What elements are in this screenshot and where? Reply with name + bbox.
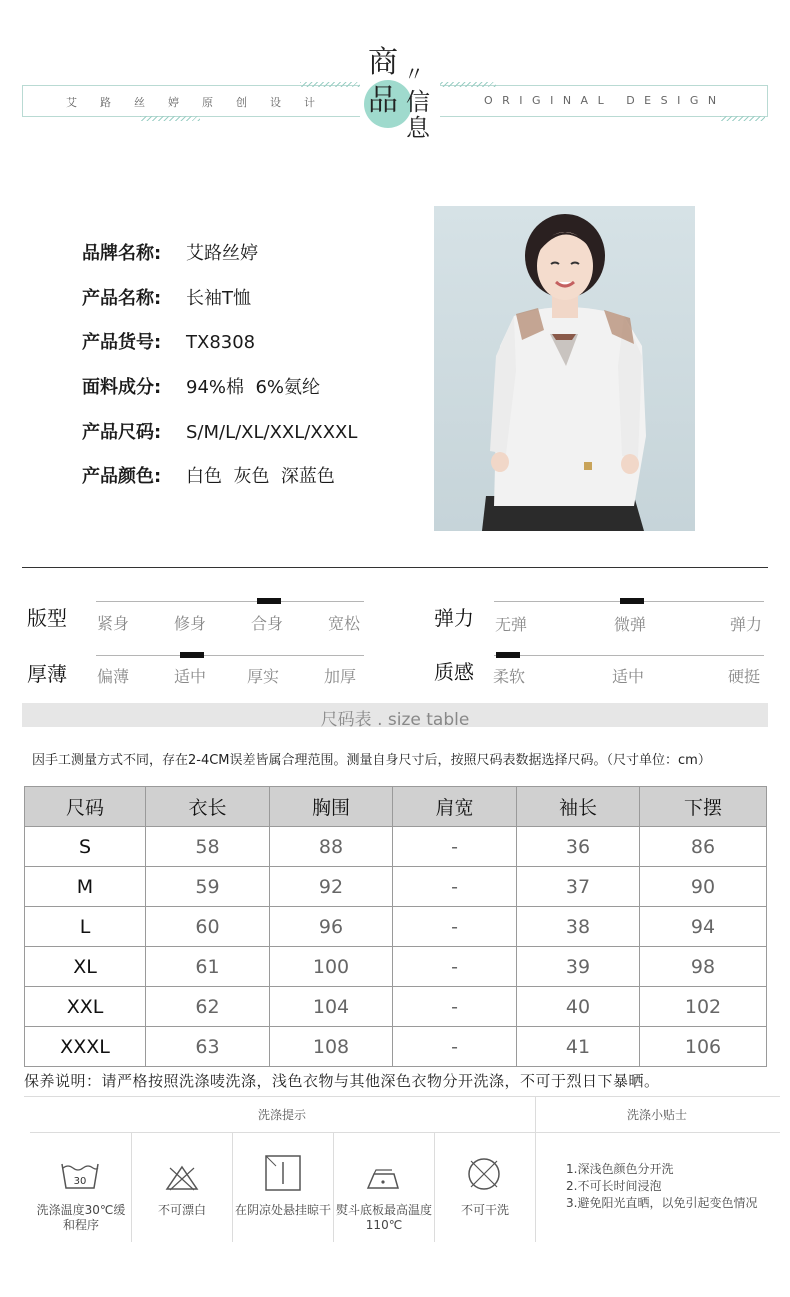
table-cell: 102 — [640, 987, 767, 1027]
column-header: 尺码 — [25, 787, 146, 827]
info-label: 品牌名称: — [82, 243, 162, 264]
info-label: 产品货号: — [82, 332, 162, 353]
fit-scale-line — [96, 601, 364, 602]
table-cell: - — [393, 827, 517, 867]
table-cell: 92 — [270, 867, 393, 907]
info-value: S/M/L/XL/XXL/XXXL — [186, 422, 358, 443]
wash-temp-text: 30 — [73, 1176, 87, 1187]
measurement-note: 因手工测量方式不同，存在2-4CM误差皆属合理范围。测量自身尺寸后，按照尺码表数据选择尺码。（尺寸单位：cm） — [32, 753, 711, 768]
texture-option: 硬挺 — [728, 667, 761, 686]
no-dry-clean-icon — [466, 1156, 502, 1192]
seal-char-mid: 品 — [368, 83, 398, 118]
divider — [24, 1096, 780, 1097]
elasticity-option: 微弹 — [614, 615, 647, 634]
table-cell: 37 — [517, 867, 640, 907]
thickness-scale-marker — [180, 652, 204, 658]
table-cell: 90 — [640, 867, 767, 907]
decor-hatch — [436, 82, 496, 87]
table-cell: - — [393, 907, 517, 947]
tip-item: 3.避免阳光直晒，以免引起变色情况 — [566, 1196, 758, 1210]
fit-scale-marker — [257, 598, 281, 604]
seal-char-right-1: 信 — [406, 88, 430, 116]
divider — [434, 1132, 435, 1242]
table-row — [25, 987, 767, 1027]
thickness-label: 厚薄 — [27, 662, 67, 686]
info-label: 产品名称: — [82, 288, 162, 309]
thickness-option: 厚实 — [247, 667, 280, 686]
seal-char-right-2: 息 — [406, 114, 430, 142]
section-divider — [22, 567, 768, 568]
table-cell: 60 — [146, 907, 270, 947]
elasticity-scale-marker — [620, 598, 644, 604]
wash-tips — [566, 1161, 757, 1212]
size-table-banner — [22, 703, 768, 730]
table-cell: 98 — [640, 947, 767, 987]
model-illustration — [434, 206, 695, 531]
column-header: 袖长 — [517, 787, 640, 827]
table-cell: 41 — [517, 1027, 640, 1067]
texture-scale-marker — [496, 652, 520, 658]
table-cell: 39 — [517, 947, 640, 987]
thickness-option: 加厚 — [324, 667, 357, 686]
table-cell: 96 — [270, 907, 393, 947]
divider — [535, 1096, 536, 1242]
wash-label: 不可干洗 — [460, 1203, 509, 1217]
wash-label: 在阴凉处悬挂晾干 — [234, 1203, 331, 1217]
column-header: 胸围 — [270, 787, 393, 827]
wash-label: 熨斗底板最高温度110℃ — [335, 1203, 432, 1232]
seal-quote: 〃 — [404, 62, 424, 86]
table-cell: 88 — [270, 827, 393, 867]
thickness-option: 偏薄 — [97, 667, 130, 686]
texture-option: 柔软 — [493, 667, 526, 686]
product-photo — [434, 206, 695, 531]
banner-en-title: ORIGINAL DESIGN — [484, 94, 726, 107]
thickness-scale-line — [96, 655, 364, 656]
info-product-name — [82, 284, 251, 310]
texture-label: 质感 — [434, 660, 474, 684]
table-cell: - — [393, 1027, 517, 1067]
size-table-title: 尺码表 . size table — [320, 710, 470, 730]
info-label: 面料成分: — [82, 377, 162, 398]
fit-option: 紧身 — [97, 614, 130, 633]
divider — [131, 1132, 132, 1242]
wash-label: 洗涤温度30℃缓和程序 — [36, 1203, 126, 1232]
column-header: 衣长 — [146, 787, 270, 827]
table-row — [25, 867, 767, 907]
dry-in-shade-icon — [264, 1154, 302, 1192]
seal-char-top: 商 — [368, 45, 398, 80]
banner-cn-title: 艾路丝婷原创设计 — [66, 96, 338, 109]
table-cell: XXXL — [25, 1027, 146, 1067]
table-row — [25, 827, 767, 867]
table-cell: 58 — [146, 827, 270, 867]
wash-header: 洗涤提示 — [258, 1108, 307, 1122]
decor-hatch — [300, 82, 360, 87]
table-cell: 104 — [270, 987, 393, 1027]
divider — [232, 1132, 233, 1242]
wash-30-icon — [60, 1160, 100, 1192]
table-cell: 108 — [270, 1027, 393, 1067]
table-cell: 94 — [640, 907, 767, 947]
info-item-number — [82, 328, 255, 354]
info-material — [82, 373, 320, 399]
elasticity-option: 无弹 — [495, 615, 528, 634]
elasticity-option: 弹力 — [730, 615, 763, 634]
table-cell: 59 — [146, 867, 270, 907]
care-instructions: 保养说明：请严格按照洗涤唛洗涤，浅色衣物与其他深色衣物分开洗涤，不可于烈日下暴晒。 — [24, 1072, 660, 1090]
texture-option: 适中 — [612, 667, 645, 686]
table-cell: L — [25, 907, 146, 947]
table-cell: 36 — [517, 827, 640, 867]
table-row — [25, 947, 767, 987]
table-cell: XXL — [25, 987, 146, 1027]
decor-hatch — [140, 116, 200, 121]
info-value: 长袖T恤 — [186, 288, 251, 309]
elasticity-label: 弹力 — [434, 606, 474, 630]
table-cell: M — [25, 867, 146, 907]
fit-label: 版型 — [27, 606, 67, 630]
iron-icon — [364, 1168, 404, 1192]
fit-option: 修身 — [174, 614, 207, 633]
info-label: 产品尺码: — [82, 422, 162, 443]
table-row — [25, 1027, 767, 1067]
texture-scale-line — [494, 655, 764, 656]
table-cell: 100 — [270, 947, 393, 987]
table-header-row — [25, 787, 767, 827]
table-cell: 40 — [517, 987, 640, 1027]
table-cell: 38 — [517, 907, 640, 947]
info-value: 94%棉 6%氨纶 — [186, 377, 321, 398]
decor-hatch — [720, 116, 765, 121]
info-brand — [82, 239, 258, 265]
table-cell: 61 — [146, 947, 270, 987]
info-value: TX8308 — [186, 332, 256, 353]
table-cell: 86 — [640, 827, 767, 867]
table-cell: - — [393, 867, 517, 907]
column-header: 下摆 — [640, 787, 767, 827]
info-sizes — [82, 418, 357, 444]
info-colors — [82, 462, 335, 488]
table-cell: - — [393, 947, 517, 987]
column-header: 肩宽 — [393, 787, 517, 827]
no-bleach-icon — [164, 1164, 200, 1192]
table-cell: - — [393, 987, 517, 1027]
table-cell: 63 — [146, 1027, 270, 1067]
divider — [30, 1132, 780, 1133]
table-row — [25, 907, 767, 947]
tips-header: 洗涤小贴士 — [627, 1108, 688, 1122]
table-cell: XL — [25, 947, 146, 987]
tip-item: 1.深浅色颜色分开洗 — [566, 1162, 674, 1176]
table-cell: 106 — [640, 1027, 767, 1067]
tip-item: 2.不可长时间浸泡 — [566, 1179, 662, 1193]
table-cell: S — [25, 827, 146, 867]
table-cell: 62 — [146, 987, 270, 1027]
info-value: 艾路丝婷 — [186, 243, 258, 264]
info-label: 产品颜色: — [82, 466, 162, 487]
fit-option: 宽松 — [328, 614, 361, 633]
wash-label: 不可漂白 — [157, 1203, 206, 1217]
thickness-option: 适中 — [174, 667, 207, 686]
info-value: 白色 灰色 深蓝色 — [186, 466, 335, 487]
size-table — [24, 786, 767, 1067]
fit-option: 合身 — [251, 614, 284, 633]
